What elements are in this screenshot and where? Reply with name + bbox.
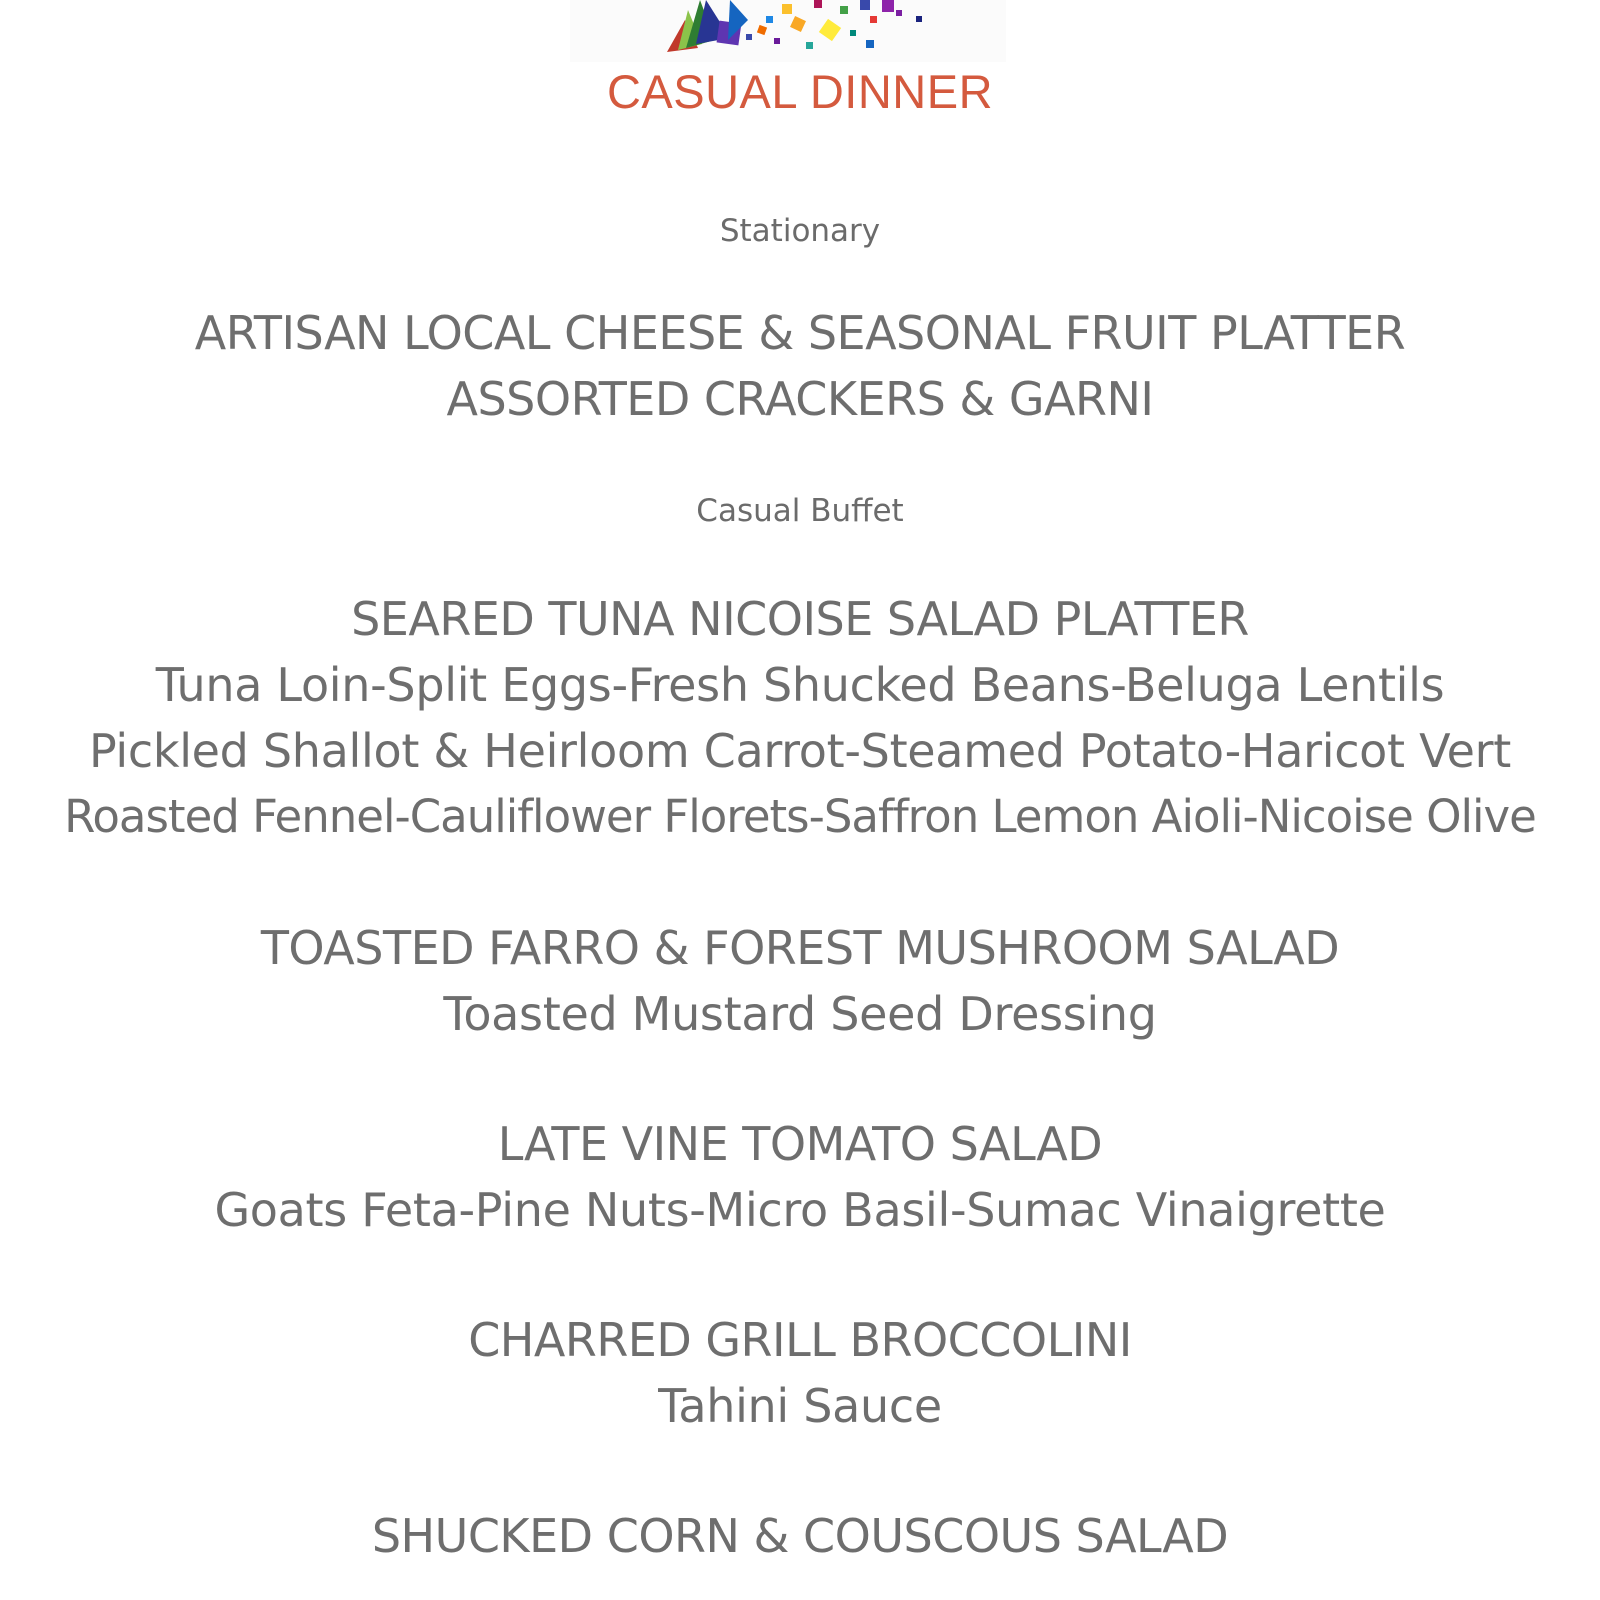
dish-title: TOASTED FARRO & FOREST MUSHROOM SALAD xyxy=(260,921,1340,975)
dish-description: Pickled Shallot & Heirloom Carrot-Steamed Potato-Haricot Vert xyxy=(88,724,1512,778)
dish-title: SEARED TUNA NICOISE SALAD PLATTER xyxy=(351,592,1249,646)
dish-description: ASSORTED CRACKERS & GARNI xyxy=(446,372,1154,426)
confetti-squares-logo-icon xyxy=(570,0,1006,62)
event-title: CASUAL DINNER xyxy=(606,65,994,118)
dish-title: SHUCKED CORN & COUSCOUS SALAD xyxy=(371,1509,1229,1563)
dish-description: Toasted Mustard Seed Dressing xyxy=(443,987,1157,1041)
dish-description: Roasted Fennel-Cauliflower Florets-Saffron Lemon Aioli-Nicoise Olive xyxy=(64,790,1536,843)
section-label-stationary: Stationary xyxy=(719,213,881,249)
dish-description: Goats Feta-Pine Nuts-Micro Basil-Sumac Vinaigrette xyxy=(214,1183,1386,1237)
dish-title: ARTISAN LOCAL CHEESE & SEASONAL FRUIT PLATTER xyxy=(194,306,1406,360)
dish-title: CHARRED GRILL BROCCOLINI xyxy=(468,1313,1132,1367)
dish-title: LATE VINE TOMATO SALAD xyxy=(497,1117,1103,1171)
dish-description: Tahini Sauce xyxy=(658,1379,942,1433)
section-label-casual-buffet: Casual Buffet xyxy=(696,493,904,529)
dish-description: Tuna Loin-Split Eggs-Fresh Shucked Beans-Beluga Lentils xyxy=(155,658,1445,712)
event-logo xyxy=(570,0,1006,62)
